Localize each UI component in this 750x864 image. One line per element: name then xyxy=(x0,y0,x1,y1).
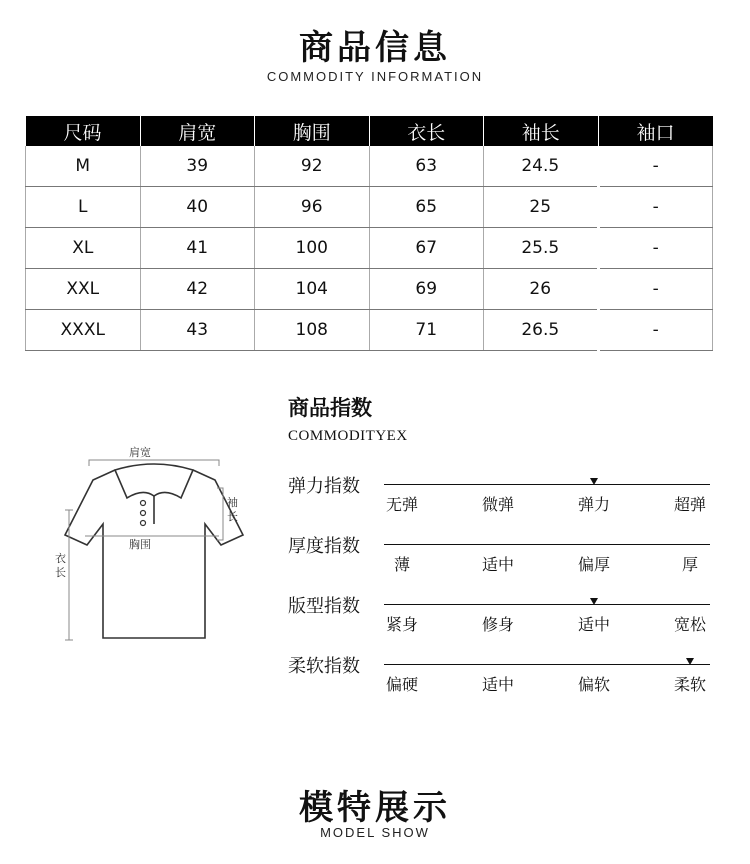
sleeve-label-2: 长 xyxy=(227,510,238,523)
table-cell: 63 xyxy=(369,146,484,187)
length-label-1: 衣 xyxy=(55,552,66,565)
softness-index-label: 柔软指数 xyxy=(288,656,360,677)
table-cell: 41 xyxy=(140,228,255,269)
commodity-info-subtitle: COMMODITY INFORMATION xyxy=(266,69,484,84)
table-row xyxy=(26,228,713,269)
table-cell: 26 xyxy=(484,269,599,310)
table-cell: 26.5 xyxy=(484,310,599,351)
index-option: 无弹 xyxy=(385,495,418,514)
thickness-index-line xyxy=(384,544,710,545)
model-show-subtitle: MODEL SHOW xyxy=(320,825,430,840)
thickness-index-row xyxy=(288,532,710,582)
table-cell: 42 xyxy=(140,269,255,310)
table-cell: 39 xyxy=(140,146,255,187)
index-option: 修身 xyxy=(481,615,514,634)
index-option: 薄 xyxy=(393,555,410,574)
index-option: 超弹 xyxy=(673,495,706,514)
polo-buttons xyxy=(141,501,146,526)
index-option: 适中 xyxy=(481,675,514,694)
table-cell: XXL xyxy=(26,269,141,310)
softness-index-row xyxy=(288,652,710,702)
header-sleeve-length: 袖长 xyxy=(484,116,599,146)
table-row xyxy=(26,269,713,310)
elasticity-index-row xyxy=(288,472,710,522)
table-cell: 69 xyxy=(369,269,484,310)
table-row xyxy=(26,146,713,187)
table-cell: XXXL xyxy=(26,310,141,351)
index-option: 弹力 xyxy=(577,495,610,514)
model-show-title: 模特展示 xyxy=(299,788,451,828)
sleeve-label-1: 袖 xyxy=(227,496,238,509)
table-cell: 108 xyxy=(255,310,370,351)
table-cell: L xyxy=(26,187,141,228)
table-cell: - xyxy=(598,228,713,269)
commodity-info-title: 商品信息 xyxy=(299,28,451,68)
table-row xyxy=(26,310,713,351)
index-option: 宽松 xyxy=(673,615,706,634)
chest-label: 胸围 xyxy=(129,538,151,551)
index-option: 适中 xyxy=(481,555,514,574)
index-marker xyxy=(686,658,694,665)
size-table-header xyxy=(26,116,713,146)
length-label-2: 长 xyxy=(55,566,66,579)
table-cell: 40 xyxy=(140,187,255,228)
header-chest: 胸围 xyxy=(255,116,370,146)
header-cuff: 袖口 xyxy=(598,116,713,146)
table-cell: - xyxy=(598,146,713,187)
polo-shirt-diagram xyxy=(55,440,255,650)
size-table xyxy=(25,116,713,351)
table-cell: 43 xyxy=(140,310,255,351)
index-title: 商品指数 xyxy=(288,396,372,420)
elasticity-index-line xyxy=(384,484,710,485)
table-cell: XL xyxy=(26,228,141,269)
table-cell: 65 xyxy=(369,187,484,228)
index-option: 微弹 xyxy=(481,495,514,514)
header-size: 尺码 xyxy=(26,116,141,146)
table-cell: 96 xyxy=(255,187,370,228)
table-cell: 92 xyxy=(255,146,370,187)
header-shoulder: 肩宽 xyxy=(140,116,255,146)
header-length: 衣长 xyxy=(369,116,484,146)
index-subtitle: COMMODITYEX xyxy=(288,428,408,444)
table-cell: 71 xyxy=(369,310,484,351)
fit-index-row xyxy=(288,592,710,642)
index-option: 柔软 xyxy=(673,675,706,694)
index-option: 偏厚 xyxy=(577,555,610,574)
index-option: 紧身 xyxy=(385,615,418,634)
fit-index-line xyxy=(384,604,710,605)
shoulder-label: 肩宽 xyxy=(129,446,151,459)
index-option: 偏硬 xyxy=(385,675,418,694)
index-option: 偏软 xyxy=(577,675,610,694)
table-cell: 24.5 xyxy=(484,146,599,187)
table-cell: 104 xyxy=(255,269,370,310)
index-marker xyxy=(590,478,598,485)
table-cell: - xyxy=(598,310,713,351)
elasticity-index-label: 弹力指数 xyxy=(288,476,360,497)
softness-index-line xyxy=(384,664,710,665)
polo-shirt-outline xyxy=(65,464,243,638)
thickness-index-label: 厚度指数 xyxy=(288,536,360,557)
table-cell: - xyxy=(598,187,713,228)
index-option: 适中 xyxy=(577,615,610,634)
table-cell: 25.5 xyxy=(484,228,599,269)
fit-index-label: 版型指数 xyxy=(288,596,360,617)
table-cell: 100 xyxy=(255,228,370,269)
table-cell: - xyxy=(598,269,713,310)
table-cell: M xyxy=(26,146,141,187)
table-cell: 25 xyxy=(484,187,599,228)
index-option: 厚 xyxy=(681,555,698,574)
index-marker xyxy=(590,598,598,605)
table-cell: 67 xyxy=(369,228,484,269)
table-row xyxy=(26,187,713,228)
